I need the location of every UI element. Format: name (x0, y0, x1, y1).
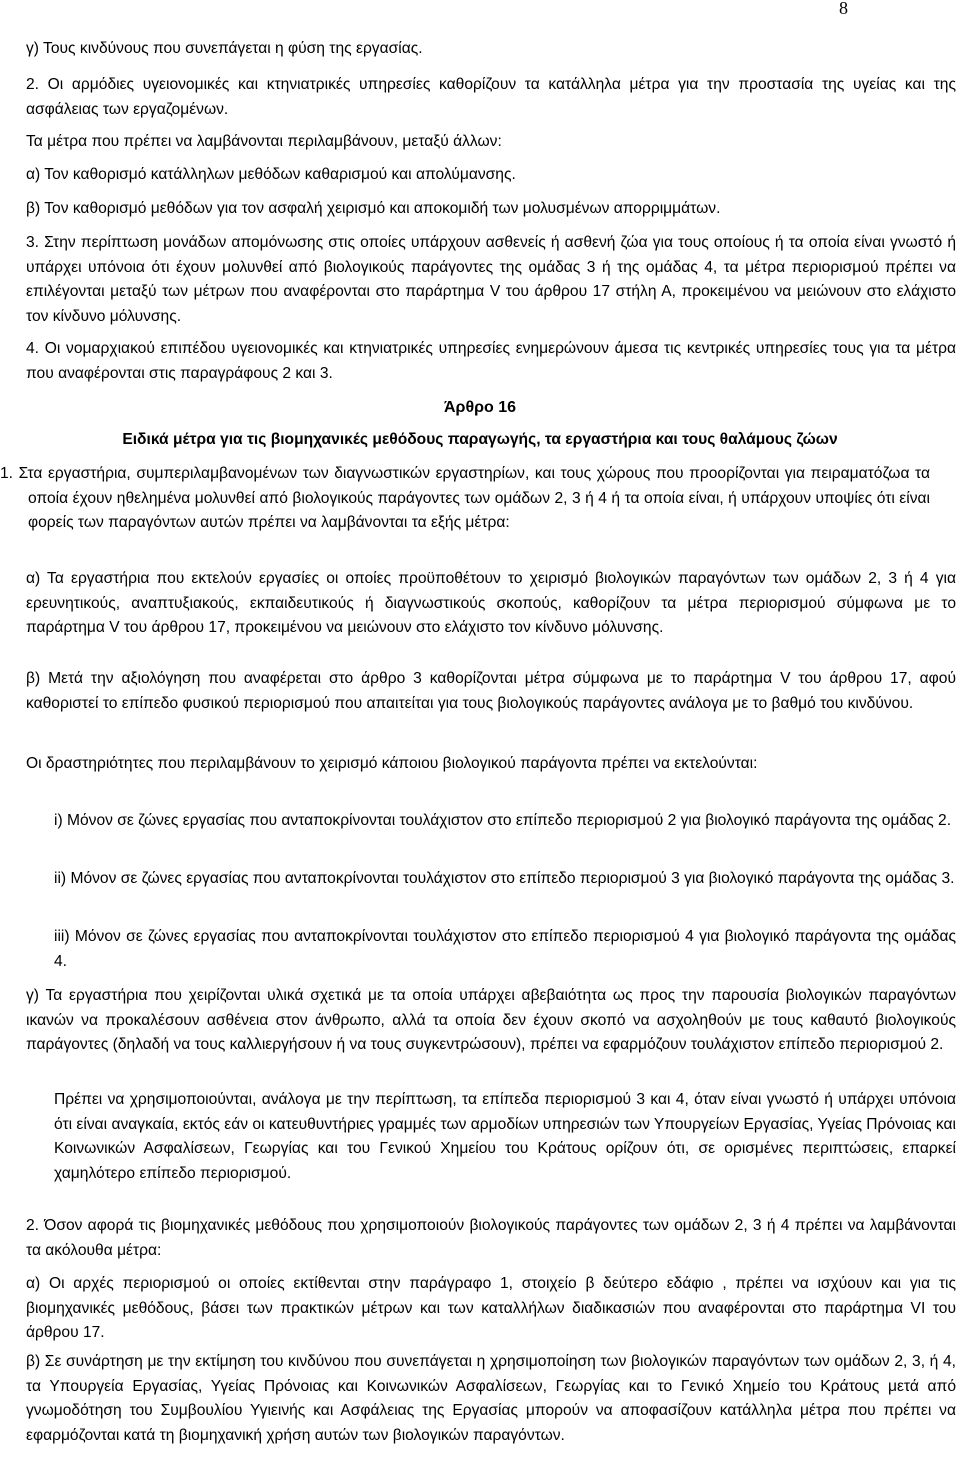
list-item-i: i) Μόνον σε ζώνες εργασίας που ανταποκρίνονται τουλάχιστον στο επίπεδο περιορισμού 2 για βιολογικό παράγοντα της ομάδας 2. (54, 812, 952, 829)
article-subtitle: Ειδικά μέτρα για τις βιομηχανικές μεθόδους παραγωγής, τα εργαστήρια και τους θαλάμους ζώων (122, 431, 838, 448)
page-number: 8 (839, 0, 848, 18)
article-title: Άρθρο 16 (443, 399, 516, 416)
list-item-ii: ii) Μόνον σε ζώνες εργασίας που ανταποκρίνονται τουλάχιστον στο επίπεδο περιορισμού 3 για βιολογικό παράγοντα της ομάδας 3. (54, 870, 955, 887)
paragraph-3: 3. Στην περίπτωση μονάδων απομόνωσης στις οποίες υπάρχουν ασθενείς ή ασθενή ζώα για τους οποίους ή τα οποία είναι γνωστό ή υπάρχει υπόνοια ότι έχουν μολυνθεί από βιολογικούς παράγοντες της ομάδας 3 ή της ομάδας 4, τα μέτρα περιορισμού πρέπει να επιλέγονται μεταξύ των μέτρων που αναφέρονται στο παράρτημα V του άρθρου 17 στήλη Α, προκειμένου να μειώνουν στο ελάχιστο τον κίνδυνο μόλυνσης. (26, 234, 956, 325)
article-16-para-2: 2. Όσον αφορά τις βιομηχανικές μεθόδους που χρησιμοποιούν βιολογικούς παράγοντες των ομάδων 2, 3 ή 4 πρέπει να λαμβάνονται τα ακόλουθα μέτρα: (26, 1217, 956, 1259)
paragraph-1c: γ) Τους κινδύνους που συνεπάγεται η φύση της εργασίας. (26, 40, 423, 57)
article-16-para-2a: α) Οι αρχές περιορισμού οι οποίες εκτίθενται στην παράγραφο 1, στοιχείο β δεύτερο εδάφιο , πρέπει να ισχύουν και για τις βιομηχανικές μεθόδους, βάσει των πρακτικών μέτρων και των καταλλήλων διαδικασιών που αναφέρονται στο παράρτημα VI του άρθρου 17. (26, 1275, 956, 1342)
paragraph-2-intro: Τα μέτρα που πρέπει να λαμβάνονται περιλαμβάνουν, μεταξύ άλλων: (26, 133, 502, 150)
paragraph-4: 4. Οι νομαρχιακού επιπέδου υγειονομικές και κτηνιατρικές υπηρεσίες ενημερώνουν άμεσα τις κεντρικές υπηρεσίες τους για τα μέτρα που αναφέρονται στις παραγράφους 2 και 3. (26, 340, 956, 382)
article-16-para-1b: β) Μετά την αξιολόγηση που αναφέρεται στο άρθρο 3 καθορίζονται μέτρα σύμφωνα με το παράρτημα V του άρθρου 17, αφού καθοριστεί το επίπεδο φυσικού περιορισμού που απαιτείται για τους βιολογικούς παράγοντες ανάλογα με το βαθμό του κινδύνου. (26, 670, 956, 712)
article-16-para-2b: β) Σε συνάρτηση με την εκτίμηση του κινδύνου που συνεπάγεται η χρησιμοποίηση των βιολογικών παραγόντων των ομάδων 2, 3, ή 4, τα Υπουργεία Εργασίας, Υγείας Πρόνοιας και Κοινωνικών Ασφαλίσεων, Γεωργίας και το Γενικό Χημείο του Κράτους μετά από γνωμοδότηση του Συμβουλίου Υγιεινής και Ασφάλειας της Εργασίας μπορούν να αποφασίζουν κατάλληλα μέτρα που πρέπει να εφαρμόζονται κατά τη βιομηχανική χρήση αυτών των βιολογικών παραγόντων. (26, 1353, 956, 1444)
article-16-para-1c: γ) Τα εργαστήρια που χειρίζονται υλικά σχετικά με τα οποία υπάρχει αβεβαιότητα ως προς την παρουσία βιολογικών παραγόντων ικανών να προκαλέσουν ασθένεια στον άνθρωπο, αλλά τα οποία δεν έχουν σκοπό να ασχοληθούν με τους καθαυτό βιολογικούς παράγοντες (δηλαδή να τους καλλιεργήσουν ή να τους συγκεντρώσουν), πρέπει να εφαρμόζουν τουλάχιστον επίπεδο περιορισμού 2. (26, 987, 956, 1054)
paragraph-2a: α) Τον καθορισμό κατάλληλων μεθόδων καθαρισμού και απολύμανσης. (26, 166, 516, 183)
containment-levels-note: Πρέπει να χρησιμοποιούνται, ανάλογα με την περίπτωση, τα επίπεδα περιορισμού 3 και 4, όταν είναι γνωστό ή υπάρχει υπόνοια ότι είναι αναγκαία, εκτός εάν οι κατευθυντήριες γραμμές των αρμοδίων υπηρεσιών των Υπουργείων Εργασίας, Υγείας Πρόνοιας και Κοινωνικών Ασφαλίσεων, Γεωργίας και του Γενικού Χημείου του Κράτους ορίζουν ότι, σε ορισμένες περιπτώσεις, επαρκεί χαμηλότερο επίπεδο περιορισμού. (54, 1091, 956, 1182)
article-16-para-1a: α) Τα εργαστήρια που εκτελούν εργασίες οι οποίες προϋποθέτουν το χειρισμό βιολογικών παραγόντων των ομάδων 2, 3 ή 4 για ερευνητικούς, αναπτυξιακούς, εκπαιδευτικούς ή διαγνωστικούς σκοπούς, καθορίζουν τα μέτρα περιορισμού σύμφωνα με το παράρτημα V του άρθρου 17, προκειμένου να μειώνουν στο ελάχιστο τον κίνδυνο μόλυνσης. (26, 570, 956, 637)
article-16-para-1: 1. Στα εργαστήρια, συμπεριλαμβανομένων των διαγνωστικών εργαστηρίων, και τους χώρους που προορίζονται για πειραματόζωα τα οποία έχουν ηθελημένα μολυνθεί από βιολογικούς παράγοντες των ομάδων 2, 3 ή 4 ή τα οποία είναι, ή υπάρχουν υποψίες ότι είναι φορείς των παραγόντων αυτών πρέπει να λαμβάνονται τα εξής μέτρα: (0, 465, 930, 532)
activities-intro: Οι δραστηριότητες που περιλαμβάνουν το χειρισμό κάποιου βιολογικού παράγοντα πρέπει να εκτελούνται: (26, 755, 758, 772)
paragraph-2: 2. Οι αρμόδιες υγειονομικές και κτηνιατρικές υπηρεσίες καθορίζουν τα κατάλληλα μέτρα για την προστασία της υγείας και της ασφάλειας των εργαζομένων. (26, 76, 956, 118)
paragraph-2b: β) Τον καθορισμό μεθόδων για τον ασφαλή χειρισμό και αποκομιδή των μολυσμένων απορριμμάτων. (26, 200, 721, 217)
list-item-iii: iii) Μόνον σε ζώνες εργασίας που ανταποκρίνονται τουλάχιστον στο επίπεδο περιορισμού 4 για βιολογικό παράγοντα της ομάδας 4. (54, 928, 956, 970)
